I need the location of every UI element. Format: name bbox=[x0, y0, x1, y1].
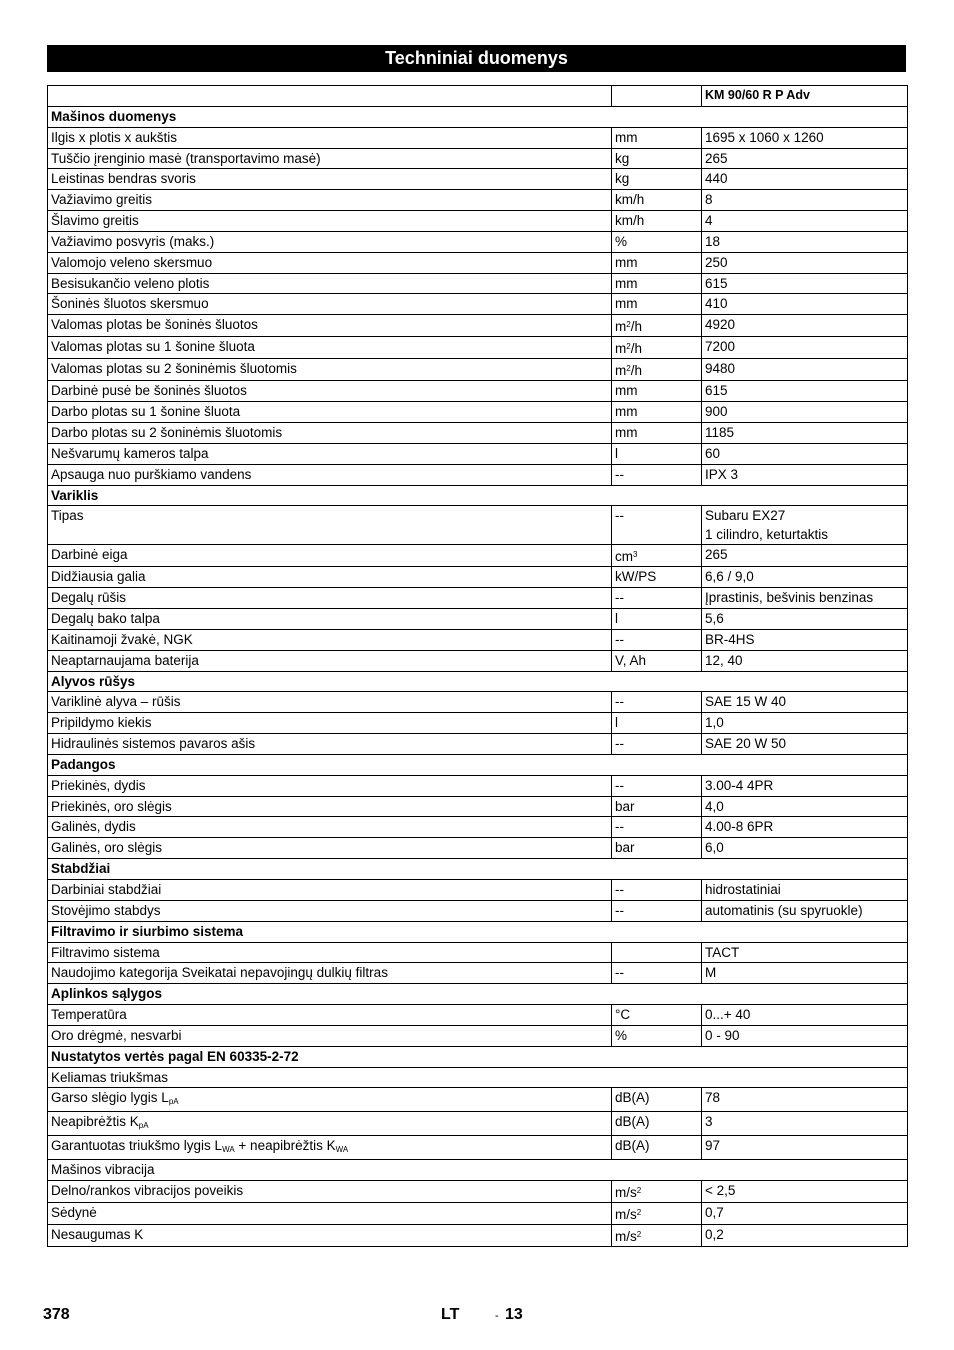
section-row bbox=[48, 1046, 908, 1067]
spec-unit: bar bbox=[612, 838, 702, 859]
spec-unit: -- bbox=[612, 464, 702, 485]
table-row bbox=[48, 252, 908, 273]
section-row bbox=[48, 671, 908, 692]
spec-label: Variklinė alyva – rūšis bbox=[48, 692, 612, 713]
spec-unit: l bbox=[612, 443, 702, 464]
table-row bbox=[48, 713, 908, 734]
spec-unit: °C bbox=[612, 1005, 702, 1026]
spec-value: 6,0 bbox=[702, 838, 908, 859]
spec-unit bbox=[612, 942, 702, 963]
spec-label bbox=[48, 1112, 612, 1136]
table-row bbox=[48, 359, 908, 381]
section-row-title: Variklis bbox=[48, 485, 908, 506]
table-row bbox=[48, 422, 908, 443]
spec-value: 265 bbox=[702, 148, 908, 169]
spec-unit: mm bbox=[612, 294, 702, 315]
table-row bbox=[48, 315, 908, 337]
subsection-row bbox=[48, 1067, 908, 1088]
model-name: KM 90/60 R P Adv bbox=[702, 86, 908, 107]
table-row bbox=[48, 609, 908, 630]
spec-label: Valomas plotas su 2 šoninėmis šluotomis bbox=[48, 359, 612, 381]
spec-value: 7200 bbox=[702, 337, 908, 359]
label-text: + neapibrėžtis K bbox=[234, 1138, 336, 1154]
spec-value: IPX 3 bbox=[702, 464, 908, 485]
spec-unit: -- bbox=[612, 506, 702, 545]
spec-label: Šoninės šluotos skersmuo bbox=[48, 294, 612, 315]
table-row bbox=[48, 880, 908, 901]
spec-value: 3.00-4 4PR bbox=[702, 775, 908, 796]
section-row bbox=[48, 485, 908, 506]
spec-value: 6,6 / 9,0 bbox=[702, 567, 908, 588]
table-row bbox=[48, 148, 908, 169]
spec-unit: kg bbox=[612, 169, 702, 190]
spec-label: Sėdynė bbox=[48, 1203, 612, 1225]
spec-value: 18 bbox=[702, 231, 908, 252]
table-row bbox=[48, 169, 908, 190]
label-subscript: WA bbox=[335, 1145, 349, 1155]
spec-value: hidrostatiniai bbox=[702, 880, 908, 901]
spec-label: Didžiausia galia bbox=[48, 567, 612, 588]
spec-label: Galinės, dydis bbox=[48, 817, 612, 838]
spec-unit: -- bbox=[612, 880, 702, 901]
section-row-title: Mašinos duomenys bbox=[48, 106, 908, 127]
spec-label: Valomas plotas be šoninės šluotos bbox=[48, 315, 612, 337]
spec-unit: -- bbox=[612, 900, 702, 921]
section-row-title: Aplinkos sąlygos bbox=[48, 984, 908, 1005]
spec-value: 265 bbox=[702, 545, 908, 567]
label-subscript: pA bbox=[168, 1097, 179, 1107]
spec-unit: kg bbox=[612, 148, 702, 169]
table-row bbox=[48, 1181, 908, 1203]
table-row bbox=[48, 506, 908, 545]
spec-unit: -- bbox=[612, 588, 702, 609]
table-row bbox=[48, 838, 908, 859]
table-row bbox=[48, 381, 908, 402]
spec-label: Stovėjimo stabdys bbox=[48, 900, 612, 921]
section-row-title: Padangos bbox=[48, 754, 908, 775]
spec-label: Priekinės, oro slėgis bbox=[48, 796, 612, 817]
spec-value: 4 bbox=[702, 211, 908, 232]
table-row bbox=[48, 1203, 908, 1225]
spec-value: < 2,5 bbox=[702, 1181, 908, 1203]
table-row bbox=[48, 734, 908, 755]
table-row bbox=[48, 817, 908, 838]
table-row bbox=[48, 1112, 908, 1136]
spec-unit: kW/PS bbox=[612, 567, 702, 588]
spec-value: 1695 x 1060 x 1260 bbox=[702, 127, 908, 148]
table-row bbox=[48, 588, 908, 609]
unit-superscript: 2 bbox=[626, 320, 631, 330]
spec-label: Nesaugumas K bbox=[48, 1225, 612, 1247]
spec-value: 5,6 bbox=[702, 609, 908, 630]
spec-unit: V, Ah bbox=[612, 650, 702, 671]
spec-label: Tuščio įrenginio masė (transportavimo masė) bbox=[48, 148, 612, 169]
label-subscript: pA bbox=[138, 1121, 149, 1131]
table-row bbox=[48, 402, 908, 423]
subsection-title: Mašinos vibracija bbox=[48, 1160, 908, 1181]
spec-value: 3 bbox=[702, 1112, 908, 1136]
section-row bbox=[48, 106, 908, 127]
unit-base: m/s bbox=[615, 1185, 637, 1201]
section-row-title: Stabdžiai bbox=[48, 859, 908, 880]
unit-superscript: 3 bbox=[633, 550, 638, 560]
spec-unit: km/h bbox=[612, 211, 702, 232]
table-row bbox=[48, 775, 908, 796]
spec-value: TACT bbox=[702, 942, 908, 963]
table-row bbox=[48, 231, 908, 252]
spec-value: Įprastinis, bešvinis benzinas bbox=[702, 588, 908, 609]
spec-label: Delno/rankos vibracijos poveikis bbox=[48, 1181, 612, 1203]
table-row bbox=[48, 1025, 908, 1046]
table-row bbox=[48, 190, 908, 211]
unit-rest: /h bbox=[630, 341, 642, 357]
header-blank-cell bbox=[48, 86, 612, 107]
spec-label: Oro drėgmė, nesvarbi bbox=[48, 1025, 612, 1046]
spec-value: 8 bbox=[702, 190, 908, 211]
spec-label: Leistinas bendras svoris bbox=[48, 169, 612, 190]
unit-base: m bbox=[615, 363, 627, 379]
header-blank-cell bbox=[612, 86, 702, 107]
section-row bbox=[48, 859, 908, 880]
table-row bbox=[48, 796, 908, 817]
spec-unit: mm bbox=[612, 422, 702, 443]
spec-value: 4,0 bbox=[702, 796, 908, 817]
spec-unit bbox=[612, 337, 702, 359]
table-row bbox=[48, 1136, 908, 1160]
table-row bbox=[48, 942, 908, 963]
spec-value: 97 bbox=[702, 1136, 908, 1160]
spec-value: 60 bbox=[702, 443, 908, 464]
value-line: Subaru EX27 bbox=[705, 508, 786, 524]
spec-unit bbox=[612, 1225, 702, 1247]
spec-unit: mm bbox=[612, 402, 702, 423]
spec-value: automatinis (su spyruokle) bbox=[702, 900, 908, 921]
spec-unit: bar bbox=[612, 796, 702, 817]
spec-value: 410 bbox=[702, 294, 908, 315]
spec-unit: -- bbox=[612, 963, 702, 984]
spec-label: Darbiniai stabdžiai bbox=[48, 880, 612, 901]
table-row bbox=[48, 567, 908, 588]
unit-superscript: 2 bbox=[636, 1208, 642, 1218]
table-row bbox=[48, 1088, 908, 1112]
spec-unit: dB(A) bbox=[612, 1136, 702, 1160]
spec-unit: -- bbox=[612, 817, 702, 838]
unit-superscript: 2 bbox=[626, 342, 631, 352]
spec-value: 250 bbox=[702, 252, 908, 273]
spec-label: Šlavimo greitis bbox=[48, 211, 612, 232]
spec-value: 1,0 bbox=[702, 713, 908, 734]
page-number: 378 bbox=[43, 1306, 70, 1323]
spec-label bbox=[48, 1088, 612, 1112]
spec-value: SAE 20 W 50 bbox=[702, 734, 908, 755]
unit-rest: /h bbox=[630, 319, 642, 335]
spec-label: Važiavimo posvyris (maks.) bbox=[48, 231, 612, 252]
unit-rest: /h bbox=[630, 363, 642, 379]
label-text: Garantuotas triukšmo lygis L bbox=[51, 1138, 223, 1154]
spec-value: 615 bbox=[702, 273, 908, 294]
subsection-title: Keliamas triukšmas bbox=[48, 1067, 908, 1088]
spec-label: Valomas plotas su 1 šonine šluota bbox=[48, 337, 612, 359]
spec-label: Nešvarumų kameros talpa bbox=[48, 443, 612, 464]
spec-value: 1185 bbox=[702, 422, 908, 443]
table-row bbox=[48, 650, 908, 671]
spec-unit bbox=[612, 1203, 702, 1225]
technical-data-body bbox=[48, 86, 908, 1247]
table-row bbox=[48, 273, 908, 294]
footer-dash: - bbox=[495, 1310, 499, 1322]
section-row bbox=[48, 984, 908, 1005]
spec-unit: -- bbox=[612, 692, 702, 713]
section-row bbox=[48, 754, 908, 775]
spec-unit: l bbox=[612, 713, 702, 734]
spec-unit: dB(A) bbox=[612, 1112, 702, 1136]
label-text: Garso slėgio lygis L bbox=[51, 1090, 169, 1106]
spec-label: Darbinė pusė be šoninės šluotos bbox=[48, 381, 612, 402]
spec-label: Priekinės, dydis bbox=[48, 775, 612, 796]
section-row-title: Filtravimo ir siurbimo sistema bbox=[48, 921, 908, 942]
technical-data-table bbox=[47, 85, 908, 1247]
label-subscript: WA bbox=[222, 1145, 235, 1155]
spec-value: 615 bbox=[702, 381, 908, 402]
spec-unit: -- bbox=[612, 775, 702, 796]
spec-value: 0...+ 40 bbox=[702, 1005, 908, 1026]
spec-unit: mm bbox=[612, 273, 702, 294]
value-line: 1 cilindro, keturtaktis bbox=[705, 527, 829, 543]
spec-label: Besisukančio veleno plotis bbox=[48, 273, 612, 294]
section-row-title: Alyvos rūšys bbox=[48, 671, 908, 692]
spec-unit: -- bbox=[612, 629, 702, 650]
subsection-row bbox=[48, 1160, 908, 1181]
spec-unit: % bbox=[612, 1025, 702, 1046]
spec-label: Darbo plotas su 1 šonine šluota bbox=[48, 402, 612, 423]
spec-label: Naudojimo kategorija Sveikatai nepavojingų dulkių filtras bbox=[48, 963, 612, 984]
spec-value: 4920 bbox=[702, 315, 908, 337]
table-row bbox=[48, 294, 908, 315]
table-row bbox=[48, 1005, 908, 1026]
section-row-title: Nustatytos vertės pagal EN 60335-2-72 bbox=[48, 1046, 908, 1067]
spec-unit: mm bbox=[612, 252, 702, 273]
table-row bbox=[48, 629, 908, 650]
spec-value: M bbox=[702, 963, 908, 984]
table-header-row bbox=[48, 86, 908, 107]
spec-label: Filtravimo sistema bbox=[48, 942, 612, 963]
spec-label: Valomojo veleno skersmuo bbox=[48, 252, 612, 273]
unit-base: m bbox=[615, 341, 627, 357]
unit-base: cm bbox=[615, 549, 633, 565]
spec-label: Galinės, oro slėgis bbox=[48, 838, 612, 859]
unit-superscript: 2 bbox=[626, 364, 631, 374]
spec-value: 78 bbox=[702, 1088, 908, 1112]
spec-label: Hidraulinės sistemos pavaros ašis bbox=[48, 734, 612, 755]
spec-value: SAE 15 W 40 bbox=[702, 692, 908, 713]
spec-value: 4.00-8 6PR bbox=[702, 817, 908, 838]
spec-label: Degalų bako talpa bbox=[48, 609, 612, 630]
spec-value: 0,2 bbox=[702, 1225, 908, 1247]
table-row bbox=[48, 963, 908, 984]
spec-value: 12, 40 bbox=[702, 650, 908, 671]
unit-base: m bbox=[615, 319, 627, 335]
spec-unit: km/h bbox=[612, 190, 702, 211]
spec-unit bbox=[612, 1181, 702, 1203]
label-text: Neapibrėžtis K bbox=[51, 1114, 139, 1130]
table-row bbox=[48, 337, 908, 359]
page-title: Techniniai duomenys bbox=[47, 45, 906, 72]
spec-label: Darbo plotas su 2 šoninėmis šluotomis bbox=[48, 422, 612, 443]
unit-base: m/s bbox=[615, 1207, 637, 1223]
spec-label: Pripildymo kiekis bbox=[48, 713, 612, 734]
spec-label: Neaptarnaujama baterija bbox=[48, 650, 612, 671]
table-row bbox=[48, 692, 908, 713]
spec-unit: -- bbox=[612, 734, 702, 755]
spec-value: 440 bbox=[702, 169, 908, 190]
table-row bbox=[48, 900, 908, 921]
spec-label: Darbinė eiga bbox=[48, 545, 612, 567]
spec-unit: dB(A) bbox=[612, 1088, 702, 1112]
table-row bbox=[48, 1225, 908, 1247]
spec-unit: mm bbox=[612, 381, 702, 402]
spec-label: Ilgis x plotis x aukštis bbox=[48, 127, 612, 148]
spec-label bbox=[48, 1136, 612, 1160]
spec-value: 900 bbox=[702, 402, 908, 423]
section-row bbox=[48, 921, 908, 942]
unit-base: m/s bbox=[615, 1229, 637, 1245]
table-row bbox=[48, 464, 908, 485]
spec-unit: % bbox=[612, 231, 702, 252]
spec-label: Temperatūra bbox=[48, 1005, 612, 1026]
spec-label: Degalų rūšis bbox=[48, 588, 612, 609]
unit-superscript: 2 bbox=[636, 1186, 642, 1196]
table-row bbox=[48, 211, 908, 232]
spec-value bbox=[702, 506, 908, 545]
spec-value: 9480 bbox=[702, 359, 908, 381]
spec-label: Važiavimo greitis bbox=[48, 190, 612, 211]
spec-unit bbox=[612, 545, 702, 567]
spec-value: 0 - 90 bbox=[702, 1025, 908, 1046]
table-row bbox=[48, 127, 908, 148]
spec-label: Apsauga nuo purškiamo vandens bbox=[48, 464, 612, 485]
table-row bbox=[48, 443, 908, 464]
section-page-number: 13 bbox=[505, 1306, 523, 1323]
spec-unit bbox=[612, 315, 702, 337]
spec-value: BR-4HS bbox=[702, 629, 908, 650]
spec-unit bbox=[612, 359, 702, 381]
spec-value: 0,7 bbox=[702, 1203, 908, 1225]
spec-label: Tipas bbox=[48, 506, 612, 545]
spec-unit: l bbox=[612, 609, 702, 630]
language-code: LT bbox=[441, 1306, 460, 1323]
spec-label: Kaitinamoji žvakė, NGK bbox=[48, 629, 612, 650]
table-row bbox=[48, 545, 908, 567]
unit-superscript: 2 bbox=[636, 1230, 642, 1240]
spec-unit: mm bbox=[612, 127, 702, 148]
